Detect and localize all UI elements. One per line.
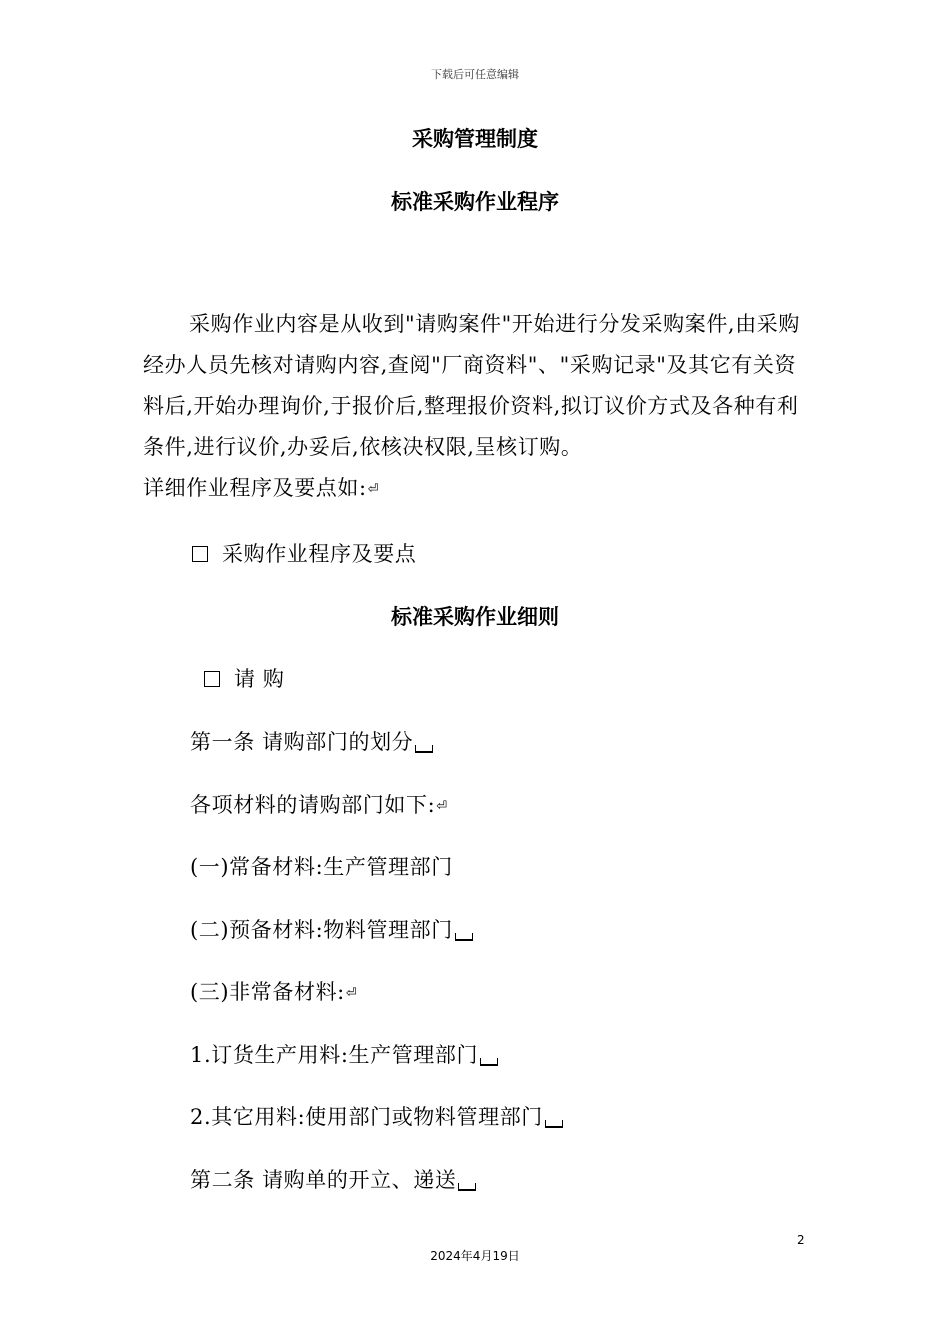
item-3-text: (三)非常备材料: bbox=[190, 980, 345, 1004]
sub-1-line bbox=[190, 1039, 498, 1069]
materials-intro-text: 各项材料的请购部门如下: bbox=[190, 793, 436, 817]
intro-tail-text: 详细作业程序及要点如: bbox=[143, 476, 367, 500]
materials-intro-line bbox=[190, 789, 448, 819]
line-break-mark-icon: ⏎ bbox=[345, 986, 358, 1001]
article-1-text: 第一条 请购部门的划分 bbox=[190, 730, 414, 754]
checkbox-line-1 bbox=[192, 538, 416, 568]
section-heading: 标准采购作业细则 bbox=[391, 605, 559, 629]
footer-date: 2024年4月19日 bbox=[430, 1249, 520, 1263]
sub-2-text: 2.其它用料:使用部门或物料管理部门 bbox=[190, 1105, 543, 1129]
document-subtitle: 标准采购作业程序 bbox=[391, 190, 559, 214]
item-2-text: (二)预备材料:物料管理部门 bbox=[190, 918, 453, 942]
paragraph-mark-icon bbox=[415, 745, 433, 753]
checkbox-label-1: 采购作业程序及要点 bbox=[222, 542, 417, 566]
checkbox-icon[interactable] bbox=[204, 671, 220, 687]
page-header: 下载后可任意编辑 bbox=[431, 68, 519, 81]
paragraph-mark-icon bbox=[455, 933, 473, 941]
document-title: 采购管理制度 bbox=[412, 127, 538, 151]
item-2-line bbox=[190, 914, 473, 944]
checkbox-label-2: 请 购 bbox=[234, 667, 285, 691]
paragraph-mark-icon bbox=[480, 1058, 498, 1066]
intro-paragraph: 采购作业内容是从收到"请购案件"开始进行分发采购案件,由采购经办人员先核对请购内容,查阅"厂商资料"、"采购记录"及其它有关资料后,开始办理询价,于报价后,整理报价资料,拟订议价方式及各种有利条件,进行议价,办妥后,依核决权限,呈核订购。 bbox=[143, 312, 800, 459]
sub-2-line bbox=[190, 1101, 563, 1131]
article-2-text: 第二条 请购单的开立、递送 bbox=[190, 1168, 457, 1192]
line-break-mark-icon: ⏎ bbox=[436, 799, 448, 814]
sub-1-text: 1.订货生产用料:生产管理部门 bbox=[190, 1043, 479, 1067]
paragraph-mark-icon bbox=[545, 1120, 563, 1128]
item-1-line bbox=[190, 851, 453, 881]
intro-block bbox=[143, 304, 808, 510]
article-1-line bbox=[190, 726, 433, 756]
intro-tail-line bbox=[143, 468, 808, 510]
checkbox-line-2 bbox=[204, 663, 284, 693]
paragraph-mark-icon bbox=[458, 1183, 476, 1191]
article-2-line bbox=[190, 1164, 476, 1194]
item-1-text: (一)常备材料:生产管理部门 bbox=[190, 855, 453, 879]
page-number: 2 bbox=[797, 1233, 805, 1247]
checkbox-icon[interactable] bbox=[192, 546, 208, 562]
item-3-line bbox=[190, 976, 357, 1006]
line-break-mark-icon: ⏎ bbox=[367, 482, 380, 497]
